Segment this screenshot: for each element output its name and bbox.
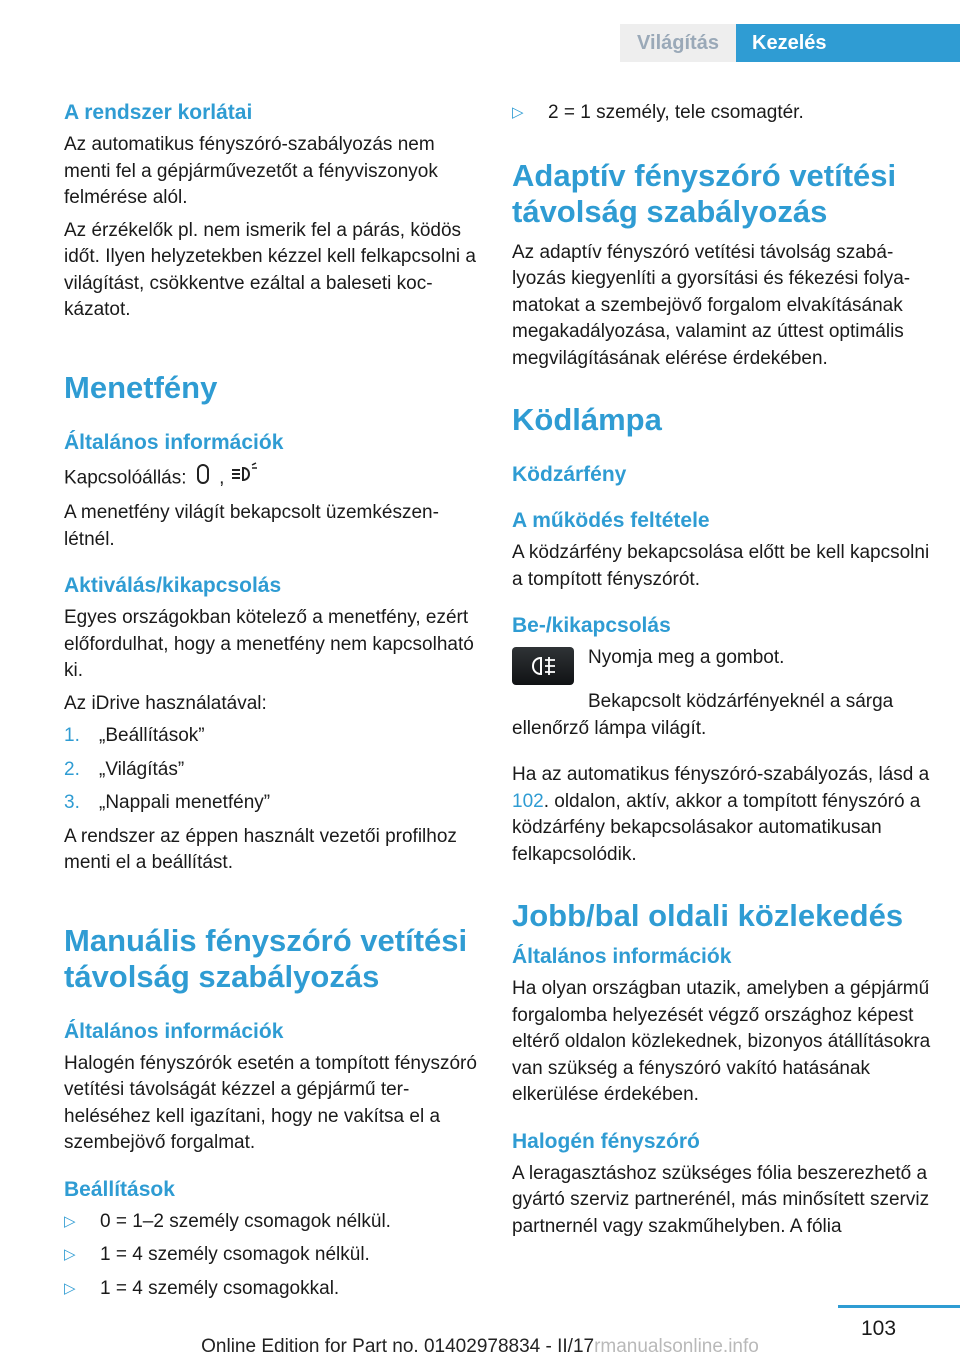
left-column — [64, 100, 479, 1309]
paragraph: A ködzárfény bekapcsolása előtt be kell kapcsolni a tompított fényszórót. — [512, 542, 930, 590]
heading-general: Általános információk — [64, 430, 284, 454]
paragraph: Az adaptív fényszóró vetítési távolság szabályozás kiegyenlíti a gyorsítási és fékezési folyamatokat a szembejövő forgalom elvakításának megakadályozása, valamint az úttest optimális megvilágításának elérése érdekében. — [512, 241, 911, 369]
right-column — [512, 100, 932, 1246]
footer — [0, 1336, 960, 1358]
list-item: 3. „Nappali menetfény” — [64, 792, 271, 813]
heading-limits: A rendszer korlátai — [64, 101, 253, 124]
paragraph: A rendszer az éppen használt vezetői profilhoz menti el a beállítást. — [64, 825, 457, 873]
auto-fog-paragraph: Ha az automatikus fényszóró-szabályozás, lásd a 102. oldalon, aktív, akkor a tompított fényszóró a ködzárfény bekapcsolásakor automatikusan felkapcsolódik. — [512, 764, 930, 865]
paragraph: Az iDrive használatával: — [64, 692, 267, 714]
triangle-bullet-icon: ▷ — [64, 1246, 76, 1263]
paragraph: Bekapcsolt ködzárfényeknél a sárga ellenőrző lámpa világít. — [512, 691, 894, 739]
heading-traffic-side: Jobb/bal oldali közlekedés — [512, 898, 904, 933]
heading-general: Általános információk — [64, 1019, 284, 1043]
paragraph: Halogén fényszórók esetén a tompított fényszóró vetítési távolságát kézzel a gépjármű terheléséhez kell igazítani, hogy ne vakítsa el a szembejövő forgalmat. — [64, 1052, 477, 1153]
list-item: ▷ 2 = 1 személy, tele csomagtér. — [512, 100, 932, 127]
rear-fog-light-icon — [523, 654, 563, 678]
list-item: 1. „Beállítások” — [64, 725, 205, 746]
list-item: 2. „Világítás” — [64, 758, 185, 780]
heading-adaptive: Adaptív fényszóró vetítési távolság szabályozás — [512, 157, 897, 229]
section-tab[interactable]: Világítás — [620, 24, 736, 62]
switch-position-line — [64, 462, 479, 495]
heading-fog: Ködlámpa — [512, 402, 662, 437]
list-item: ▷ 1 = 4 személy csomagok nélkül. — [64, 1242, 479, 1269]
triangle-bullet-icon: ▷ — [512, 104, 524, 121]
page-link[interactable]: 102 — [512, 790, 544, 812]
paragraph: A leragasztáshoz szükséges fólia beszerezhető a gyártó szerviz partnerénél, más minősített szerviz partnernél vagy szakműhelyben. A fólia — [512, 1162, 930, 1237]
footer-watermark: rmanualsonline.info — [594, 1336, 759, 1357]
heading-settings: Beállítások — [64, 1177, 175, 1201]
press-instruction: Nyomja meg a gombot. — [588, 647, 785, 668]
heading-menetfeny: Menetfény — [64, 369, 218, 405]
triangle-bullet-icon: ▷ — [64, 1212, 76, 1230]
heading-halogen: Halogén fényszóró — [512, 1129, 700, 1153]
page-number: 103 — [861, 1317, 897, 1340]
chapter-tab[interactable]: Kezelés — [736, 24, 960, 62]
switch-separator: , — [219, 466, 225, 488]
fog-button-row — [512, 645, 932, 685]
settings-list — [64, 1209, 479, 1303]
triangle-bullet-icon: ▷ — [64, 1279, 76, 1297]
paragraph: Az automatikus fényszóró-szabályozás nem menti fel a gépjárművezetőt a fényviszonyok felmérése alól. — [64, 134, 438, 208]
heading-activation: Aktiválás/kikapcsolás — [64, 574, 282, 597]
heading-onoff: Be-/kikapcsolás — [512, 614, 671, 637]
settings-list-continued — [512, 100, 932, 127]
heading-general: Általános információk — [512, 945, 732, 968]
rear-fog-button[interactable] — [512, 647, 574, 685]
auto-headlight-icon — [230, 462, 260, 495]
header-bar — [0, 0, 960, 62]
heading-rear-fog: Ködzárfény — [512, 463, 627, 486]
paragraph: A menetfény világít bekapcsolt üzemkészenlétnél. — [64, 502, 439, 550]
switch-off-icon — [192, 463, 214, 494]
paragraph: Egyes országokban kötelező a menetfény, ezért előfordulhat, hogy a menetfény nem kapcsolható ki. — [64, 607, 474, 681]
list-item: ▷ 0 = 1–2 személy csomagok nélkül. — [64, 1209, 479, 1236]
list-item: ▷ 1 = 4 személy csomagokkal. — [64, 1276, 479, 1303]
switch-label: Kapcsolóállás: — [64, 466, 187, 488]
steps-list — [64, 723, 479, 817]
heading-manual-leveling: Manuális fényszóró vetítési távolság szabályozás — [64, 922, 468, 994]
page-number-rule — [838, 1305, 960, 1308]
heading-condition: A működés feltétele — [512, 509, 710, 532]
paragraph: Ha olyan országban utazik, amelyben a gépjármű forgalomba helyezését végző országhoz képest eltérő oldalon közlekednek, bizonyos átállításokra van szükség a fényszóró vakító hatásának elkerülése érdekében. — [512, 978, 931, 1105]
footer-edition: Online Edition for Part no. 01402978834 - II/17 — [201, 1336, 595, 1357]
paragraph: Az érzékelők pl. nem ismerik fel a párás, ködös időt. Ilyen helyzetekben kézzel kell felkapcsolni a világítást, csökkentve ezáltal a baleseti kockázatot. — [64, 219, 476, 320]
